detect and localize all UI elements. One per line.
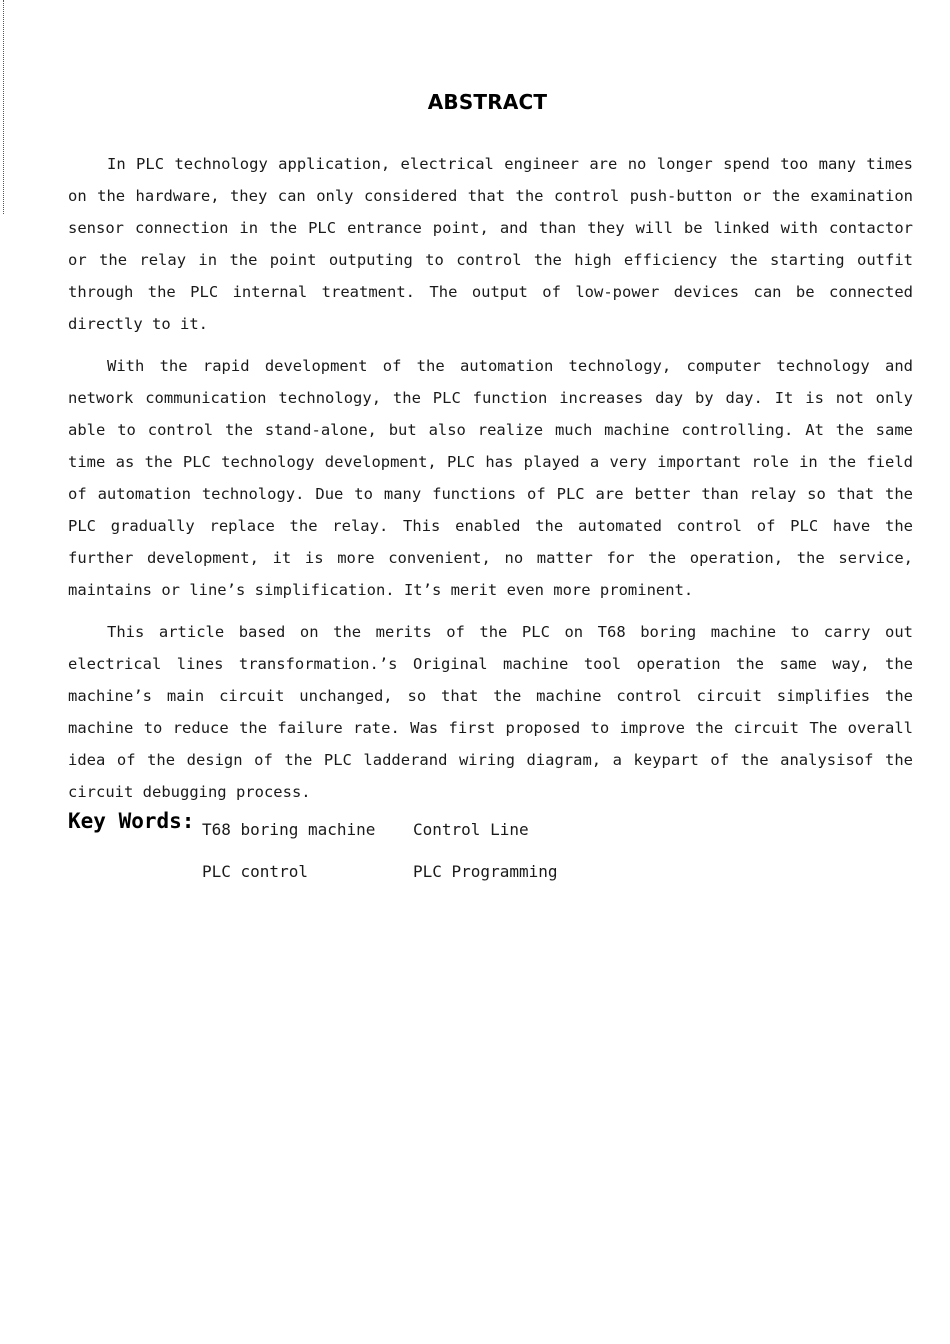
page-title: ABSTRACT bbox=[427, 90, 548, 114]
abstract-paragraph-2: With the rapid development of the automation technology, computer technology and network communication technology, the PLC function increases day by day. It is not only able to control the stand-alone, but also realize much machine controlling. At the same time as the PLC technology development, PLC has played a very important role in the field of automation technology. Due to many functions of PLC are better than relay so that the PLC gradually replace the relay. This enabled the automated control of PLC have the further development, it is more convenient, no matter for the operation, the service, maintains or line’s simplification. It’s merit even more prominent. bbox=[68, 357, 913, 599]
keywords-label: Key Words: bbox=[68, 809, 195, 833]
keyword-item: Control Line bbox=[413, 820, 529, 839]
abstract-body bbox=[68, 148, 913, 818]
abstract-paragraph-3: This article based on the merits of the PLC on T68 boring machine to carry out electrical lines transformation.’s Original machine tool operation the same way, the machine’s main circuit unchanged, so that the machine control circuit simplifies the machine to reduce the failure rate. Was first proposed to improve the circuit The overall idea of the design of the PLC ladderand wiring diagram, a keypart of the analysisof the circuit debugging process. bbox=[68, 623, 913, 801]
keyword-item: PLC Programming bbox=[413, 862, 558, 881]
keyword-item: T68 boring machine bbox=[202, 820, 376, 839]
abstract-paragraph-1: In PLC technology application, electrical engineer are no longer spend too many times on the hardware, they can only considered that the control push-button or the examination sensor connection in the PLC entrance point, and than they will be linked with contactor or the relay in the point outputing to control the high efficiency the starting outfit through the PLC internal treatment. The output of low-power devices can be connected directly to it. bbox=[68, 155, 913, 333]
keyword-item: PLC control bbox=[202, 862, 308, 881]
